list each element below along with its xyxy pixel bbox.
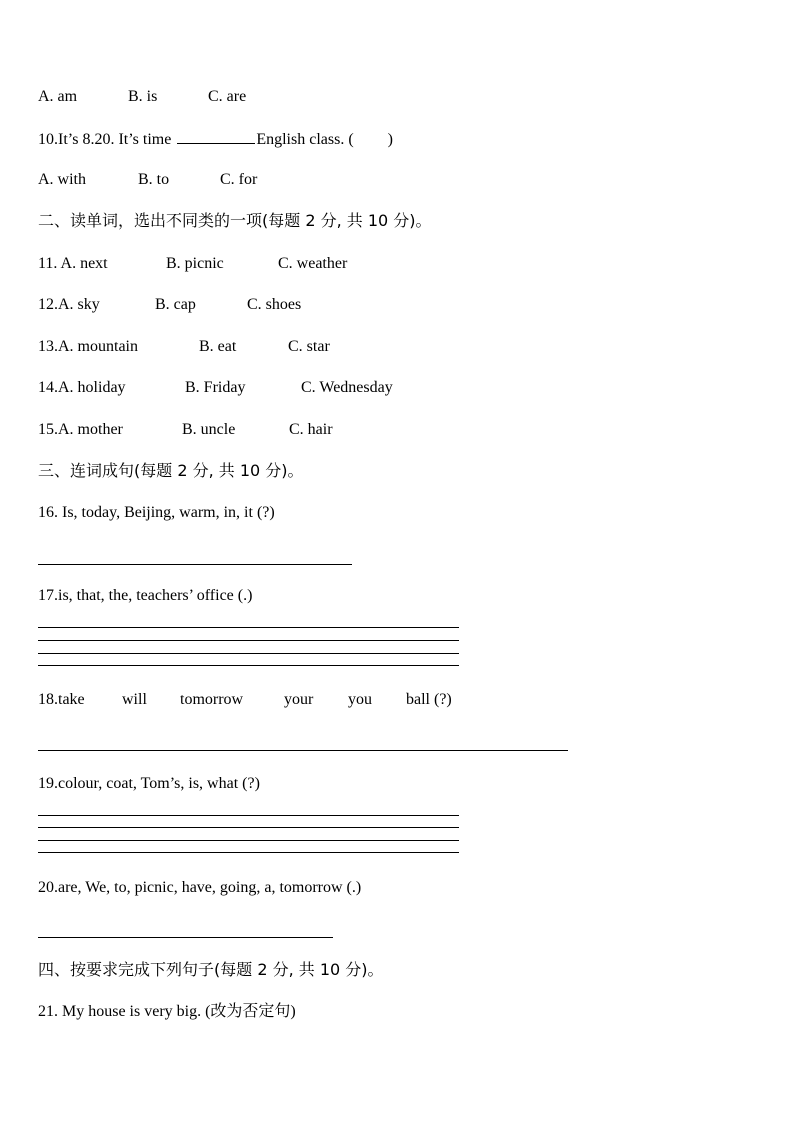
q19-answer-line[interactable] [38, 827, 459, 828]
q11-option-c: C. weather [278, 255, 348, 272]
q18-word: 18.take [38, 691, 85, 708]
q13-option-b: B. eat [199, 338, 237, 355]
question-21: 21. My house is very big. (改为否定句) [38, 1003, 296, 1020]
q19-answer-line[interactable] [38, 852, 459, 853]
q15-option-c: C. hair [289, 421, 333, 438]
q15-option-b: B. uncle [182, 421, 236, 438]
section-3-title: 三、连词成句(每题 2 分, 共 10 分)。 [38, 461, 304, 480]
q14-option-a: 14.A. holiday [38, 379, 126, 396]
q20-answer-line[interactable] [38, 937, 333, 938]
q16-answer-line[interactable] [38, 564, 352, 565]
q12-option-a: 12.A. sky [38, 296, 100, 313]
q18-word: you [348, 691, 372, 708]
question-15 [38, 420, 333, 440]
q17-answer-line[interactable] [38, 627, 459, 628]
section-4-title: 四、按要求完成下列句子(每题 2 分, 共 10 分)。 [38, 960, 384, 979]
q18-word: ball (?) [406, 691, 452, 708]
question-14 [38, 378, 393, 398]
section-2-title: 二、读单词，选出不同类的一项(每题 2 分, 共 10 分)。 [38, 211, 432, 230]
q11-option-b: B. picnic [166, 255, 224, 272]
q10-option-c: C. for [220, 171, 258, 188]
q17-answer-line[interactable] [38, 665, 459, 666]
q9-option-b: B. is [128, 88, 158, 105]
q18-answer-line[interactable] [38, 750, 568, 751]
q19-answer-line[interactable] [38, 815, 459, 816]
q10-prefix: 10.It’s 8.20. It’s time [38, 131, 172, 148]
q18-word: your [284, 691, 314, 708]
question-20: 20.are, We, to, picnic, have, going, a, tomorrow (.) [38, 879, 362, 896]
q18-word: tomorrow [180, 691, 244, 708]
q14-option-b: B. Friday [185, 379, 246, 396]
q10-option-a: A. with [38, 171, 86, 188]
question-16: 16. Is, today, Beijing, warm, in, it (?) [38, 504, 275, 521]
q9-options [38, 87, 246, 107]
q17-answer-line[interactable] [38, 653, 459, 654]
q13-option-c: C. star [288, 338, 330, 355]
q10-suffix: English class. ( [256, 131, 354, 148]
question-13 [38, 337, 330, 357]
question-18 [38, 690, 452, 710]
q15-option-a: 15.A. mother [38, 421, 123, 438]
question-19: 19.colour, coat, Tom’s, is, what (?) [38, 775, 260, 792]
question-17: 17.is, that, the, teachers’ office (.) [38, 587, 253, 604]
q10-options [38, 170, 257, 190]
question-12 [38, 295, 301, 315]
q10-option-b: B. to [138, 171, 170, 188]
q12-option-c: C. shoes [247, 296, 302, 313]
q14-option-c: C. Wednesday [301, 379, 393, 396]
question-10 [38, 129, 393, 150]
q19-answer-line[interactable] [38, 840, 459, 841]
question-11 [38, 254, 347, 274]
q12-option-b: B. cap [155, 296, 196, 313]
q10-close-paren: ) [387, 131, 393, 148]
q13-option-a: 13.A. mountain [38, 338, 138, 355]
q18-word: will [122, 691, 147, 708]
q11-option-a: 11. A. next [38, 255, 108, 272]
q9-option-c: C. are [208, 88, 247, 105]
q10-blank [177, 129, 255, 144]
q17-answer-line[interactable] [38, 640, 459, 641]
q9-option-a: A. am [38, 88, 78, 105]
